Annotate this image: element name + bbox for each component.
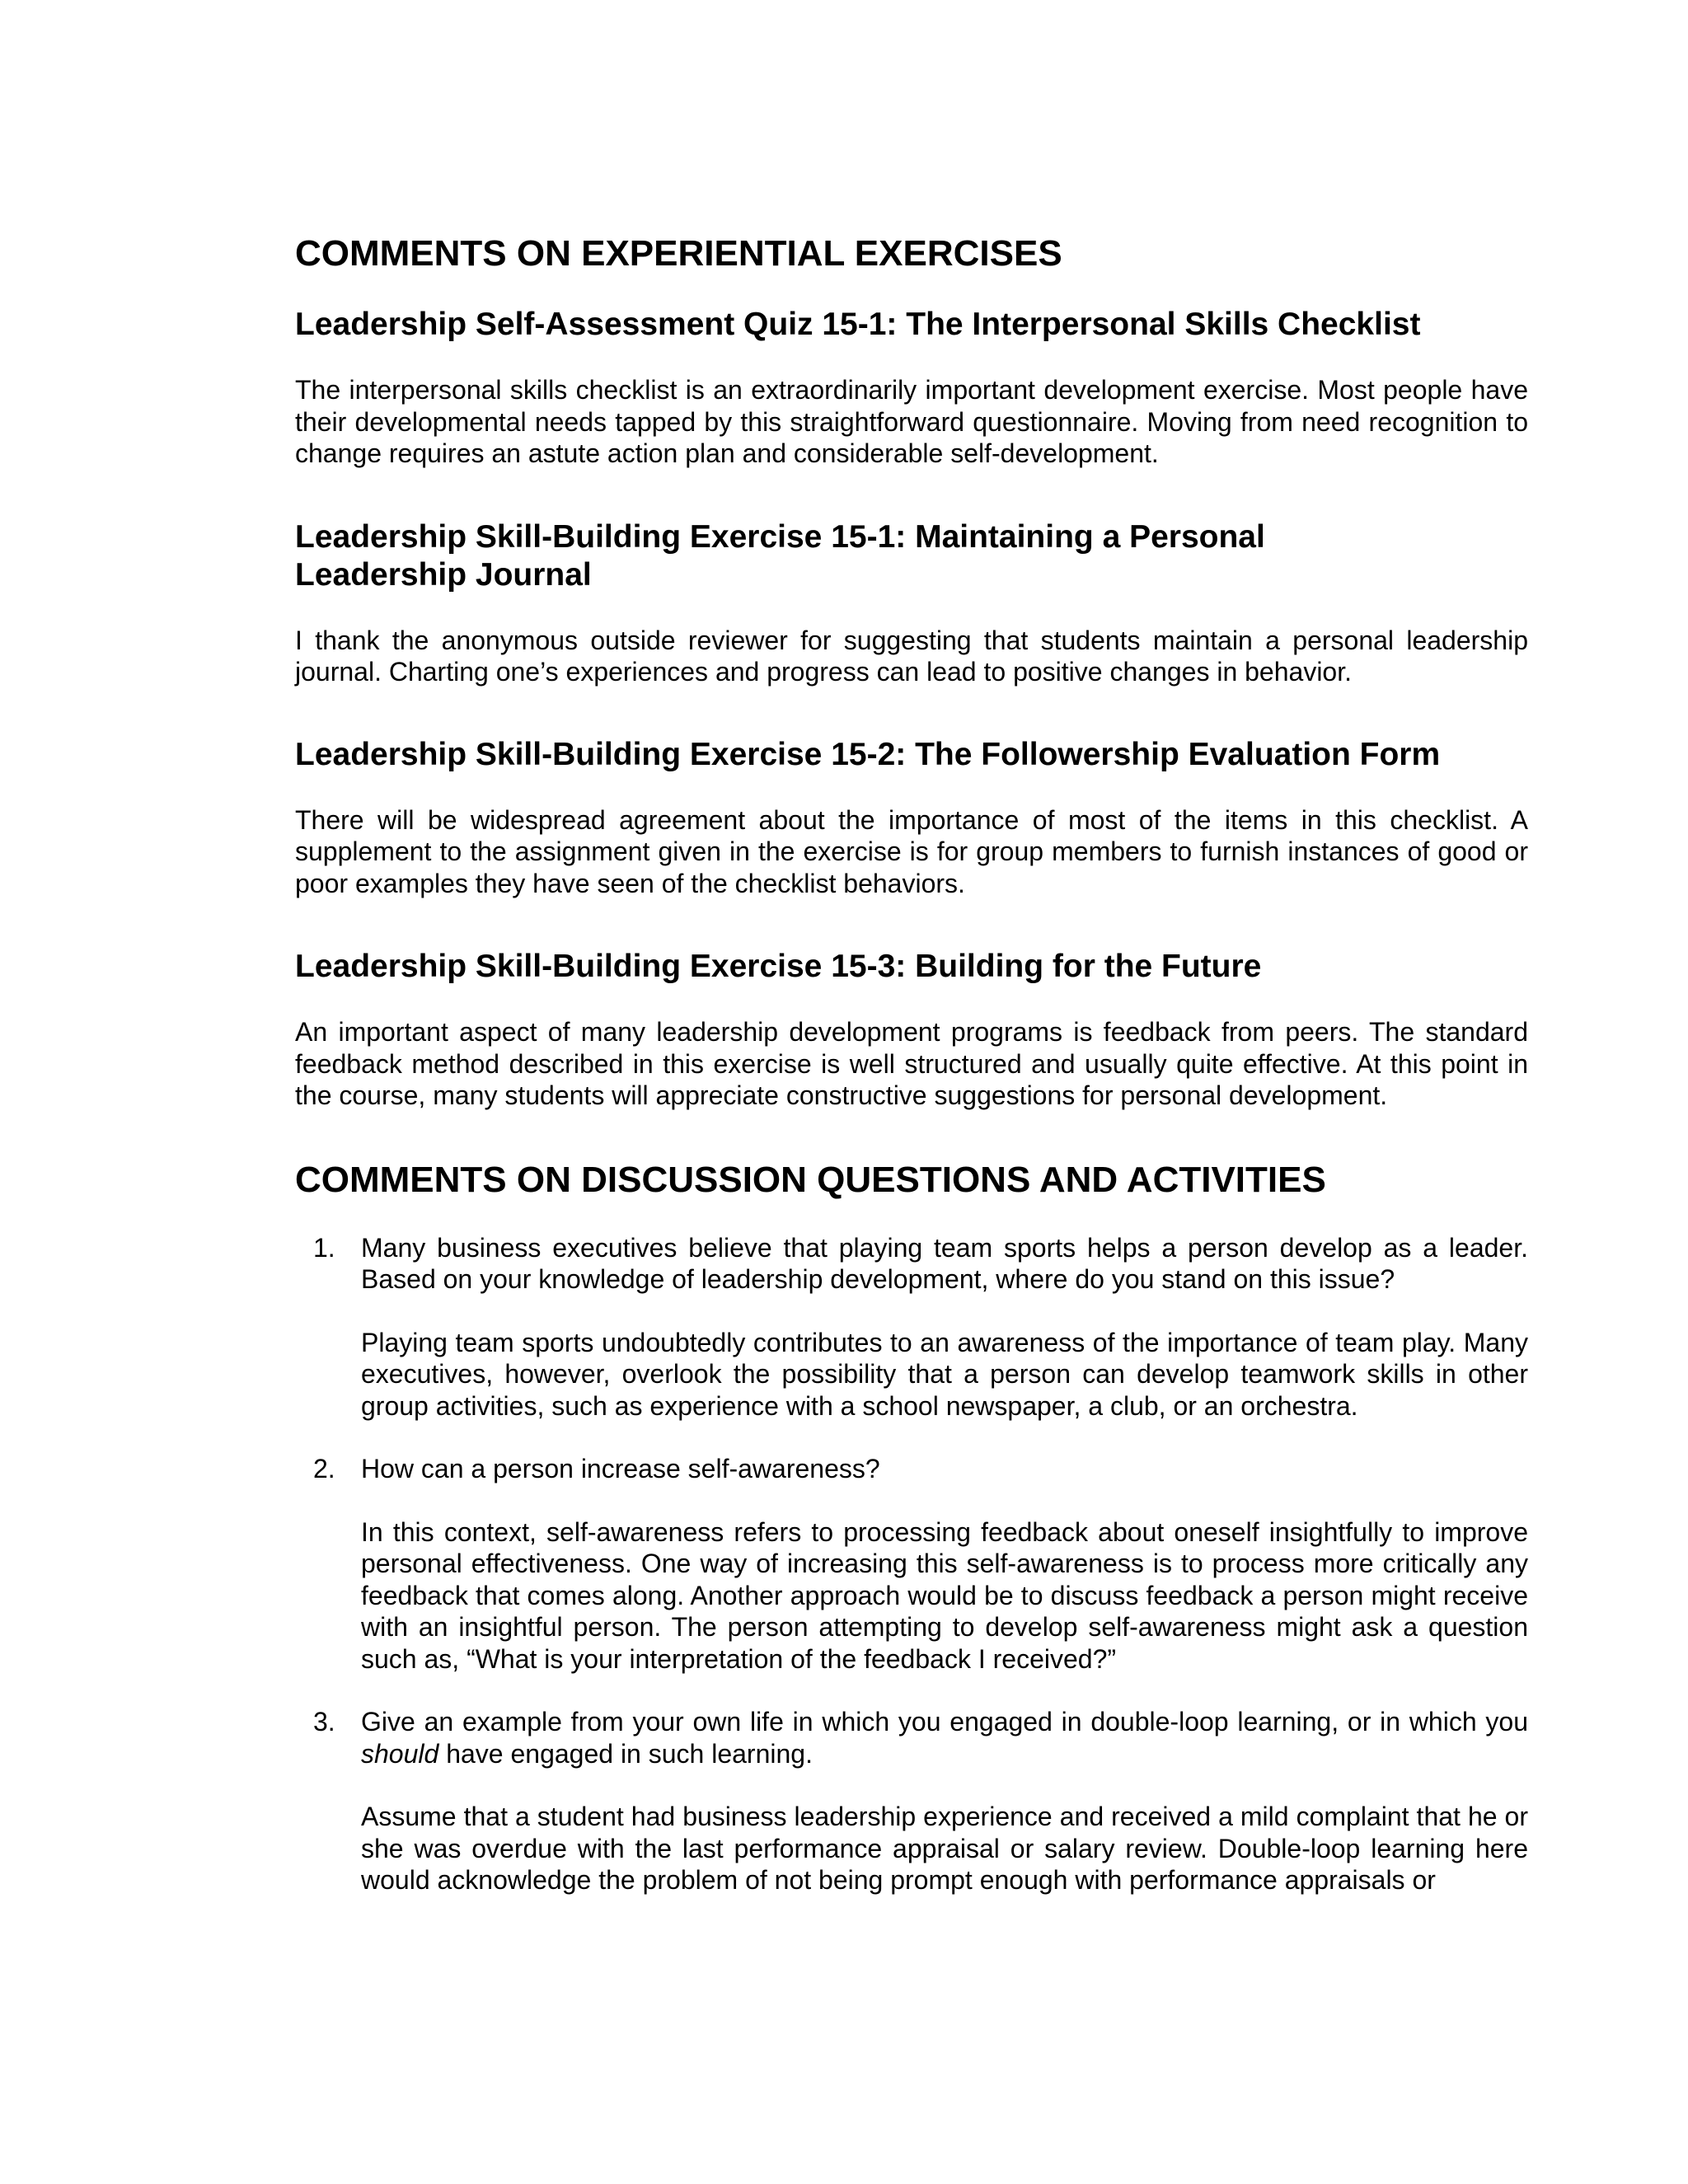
question-number: 1.: [313, 1232, 335, 1263]
exercise-title-skill-15-2: Leadership Skill-Building Exercise 15-2: The Followership Evaluation Form: [295, 736, 1441, 772]
discussion-question-list: [295, 1232, 1528, 1896]
exercise-title-quiz-15-1: Leadership Self-Assessment Quiz 15-1: The Interpersonal Skills Checklist: [295, 307, 1421, 342]
exercise-comment-skill-15-2: There will be widespread agreement about the importance of most of the items in this checklist. A supplement to the assignment given in the exercise is for group members to furnish instances of good or poor examples they have seen of the checklist behaviors.: [295, 804, 1528, 898]
exercise-title-skill-15-3: Leadership Skill-Building Exercise 15-3: Building for the Future: [295, 949, 1262, 984]
list-item: [295, 1706, 1528, 1896]
document-page: [295, 232, 1528, 1896]
question-text: [361, 1706, 1528, 1769]
exercise-comment-quiz-15-1: The interpersonal skills checklist is an extraordinarily important development exercise. Most people have their developmental needs tapped by this straightforward questionnaire. Moving from need recognition to change requires an astute action plan and considerable self-development.: [295, 375, 1528, 468]
answer-text: In this context, self-awareness refers to processing feedback about oneself insightfully to improve personal effectiveness. One way of increasing this self-awareness is to process more critically any feedback that comes along. Another approach would be to discuss feedback a person might receive with an insightful person. The person attempting to develop self-awareness might ask a question such as, “What is your interpretation of the feedback I received?”: [361, 1516, 1528, 1674]
answer-text: Playing team sports undoubtedly contributes to an awareness of the importance of team play. Many executives, however, overlook the possibility that a person can develop teamwork skills in other group activities, such as experience with a school newspaper, a club, or an orchestra.: [361, 1327, 1528, 1421]
section-heading-discussion: COMMENTS ON DISCUSSION QUESTIONS AND ACTIVITIES: [295, 1159, 1326, 1200]
question-text-part: Give an example from your own life in which you engaged in double-loop learning, or in which you: [361, 1707, 1528, 1736]
answer-text: Assume that a student had business leadership experience and received a mild complaint that he or she was overdue with the last performance appraisal or salary review. Double-loop learning here would acknowledge the problem of not being prompt enough with performance appraisals or: [361, 1802, 1528, 1895]
question-text-part: have engaged in such learning.: [438, 1738, 813, 1769]
list-item: [295, 1232, 1528, 1422]
question-number: 2.: [313, 1454, 335, 1483]
exercise-comment-skill-15-1: I thank the anonymous outside reviewer for suggesting that students maintain a personal leadership journal. Charting one’s experiences and progress can lead to positive changes in behavior.: [295, 625, 1528, 687]
exercise-title-skill-15-1-line1: Leadership Skill-Building Exercise 15-1: Maintaining a Personal: [295, 518, 1265, 555]
question-number: 3.: [313, 1707, 335, 1736]
section-heading-experiential: COMMENTS ON EXPERIENTIAL EXERCISES: [295, 233, 1062, 274]
exercise-comment-skill-15-3: An important aspect of many leadership development programs is feedback from peers. The standard feedback method described in this exercise is well structured and usually quite effective. At this point in the course, many students will appreciate constructive suggestions for personal development.: [295, 1017, 1528, 1110]
question-text: Many business executives believe that playing team sports helps a person develop as a leader. Based on your knowledge of leadership development, where do you stand on this issue?: [361, 1232, 1528, 1294]
question-text: How can a person increase self-awareness?: [361, 1454, 880, 1483]
exercise-title-skill-15-1: [295, 518, 1528, 594]
list-item: [295, 1453, 1528, 1675]
question-text-emphasis: should: [361, 1738, 439, 1769]
exercise-title-skill-15-1-line2: Leadership Journal: [295, 556, 592, 593]
